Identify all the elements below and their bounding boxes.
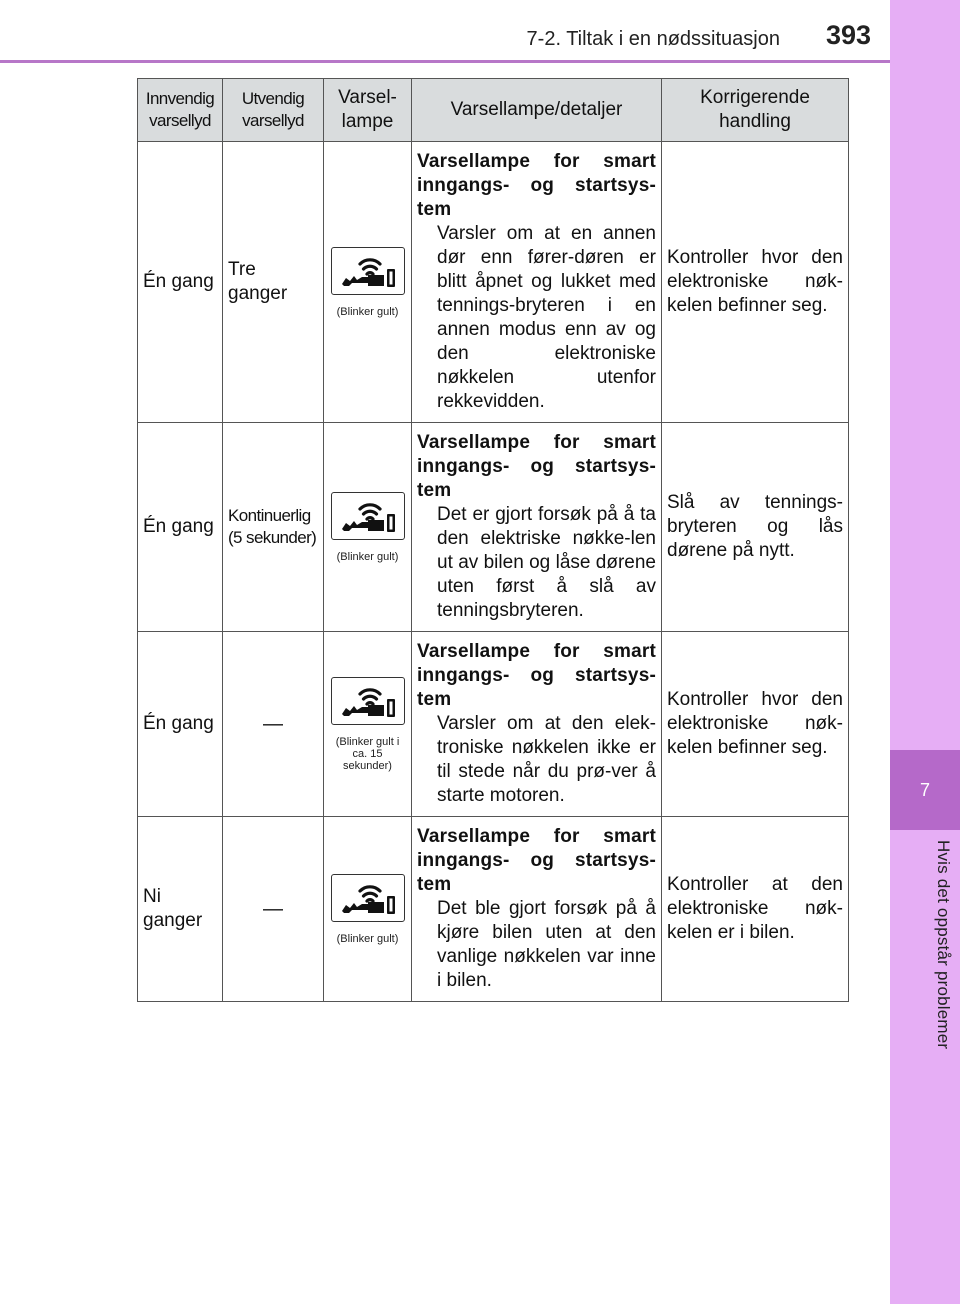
table-row (138, 632, 849, 817)
header-corrective-action: Korrigerende handling (662, 79, 849, 142)
chapter-label: Hvis det oppstår problemer (934, 840, 953, 1050)
inside-buzzer-cell: Én gang (138, 423, 223, 632)
lamp-cell (324, 632, 412, 817)
table-row (138, 142, 849, 423)
lamp-cell (324, 817, 412, 1002)
chapter-number: 7 (890, 750, 960, 830)
corrective-action-cell: Kontroller hvor den elektroniske nøk-kelen befinner seg. (662, 632, 849, 817)
outside-buzzer-cell: Kontinuerlig (5 sekunder) (223, 423, 324, 632)
detail-body: Det er gjort forsøk på å ta den elektriske nøkke-len ut av bilen og låse dørene uten først å slå av tenningsbryteren. (437, 504, 656, 621)
detail-title: Varsellampe for smart inngangs- og startsys-tem (417, 151, 656, 220)
lamp-note: (Blinker gult i ca. 15 sekunder) (335, 735, 400, 772)
page-number: 393 (826, 20, 872, 50)
corrective-action-cell: Kontroller hvor den elektroniske nøk-kelen befinner seg. (662, 142, 849, 423)
header-inside-buzzer: Innvendig varsellyd (138, 79, 223, 142)
table-row (138, 423, 849, 632)
outside-buzzer-cell: — (223, 632, 324, 817)
detail-title: Varsellampe for smart inngangs- og startsys-tem (417, 826, 656, 895)
header-details: Varsellampe/detaljer (412, 79, 662, 142)
header-outside-buzzer: Utvendig varsellyd (223, 79, 324, 142)
lamp-cell (324, 142, 412, 423)
outside-buzzer-cell: Tre ganger (223, 142, 324, 423)
smart-key-warning-icon (331, 874, 405, 922)
chapter-side-tab (890, 0, 960, 1304)
lamp-note: (Blinker gult) (336, 932, 399, 945)
inside-buzzer-cell: Én gang (138, 142, 223, 423)
lamp-note: (Blinker gult) (336, 305, 399, 318)
inside-buzzer-cell: Én gang (138, 632, 223, 817)
inside-buzzer-cell: Ni ganger (138, 817, 223, 1002)
header-warning-lamp: Varsel-lampe (324, 79, 412, 142)
lamp-cell (324, 423, 412, 632)
details-cell (412, 817, 662, 1002)
details-cell (412, 423, 662, 632)
smart-key-warning-icon (331, 247, 405, 295)
smart-key-warning-icon (331, 677, 405, 725)
section-title: 7-2. Tiltak i en nødssituasjon (526, 28, 780, 50)
header-divider (0, 60, 890, 63)
warning-table (137, 78, 849, 1002)
outside-buzzer-cell: — (223, 817, 324, 1002)
detail-title: Varsellampe for smart inngangs- og startsys-tem (417, 432, 656, 501)
details-cell (412, 142, 662, 423)
details-cell (412, 632, 662, 817)
table-row (138, 817, 849, 1002)
table-header-row (138, 79, 849, 142)
lamp-note: (Blinker gult) (336, 550, 399, 563)
corrective-action-cell: Kontroller at den elektroniske nøk-kelen er i bilen. (662, 817, 849, 1002)
detail-body: Varsler om at en annen dør enn fører-døren er blitt åpnet og lukket med tennings-bryteren i en annen modus enn av og den elektroniske nøkkelen utenfor rekkevidden. (437, 223, 656, 412)
smart-key-warning-icon (331, 492, 405, 540)
detail-body: Varsler om at den elek-troniske nøkkelen ikke er til stede når du prø-ver å starte motoren. (437, 713, 656, 806)
detail-title: Varsellampe for smart inngangs- og startsys-tem (417, 641, 656, 710)
corrective-action-cell: Slå av tennings-bryteren og lås dørene på nytt. (662, 423, 849, 632)
detail-body: Det ble gjort forsøk på å kjøre bilen uten at den vanlige nøkkelen var inne i bilen. (437, 898, 656, 991)
